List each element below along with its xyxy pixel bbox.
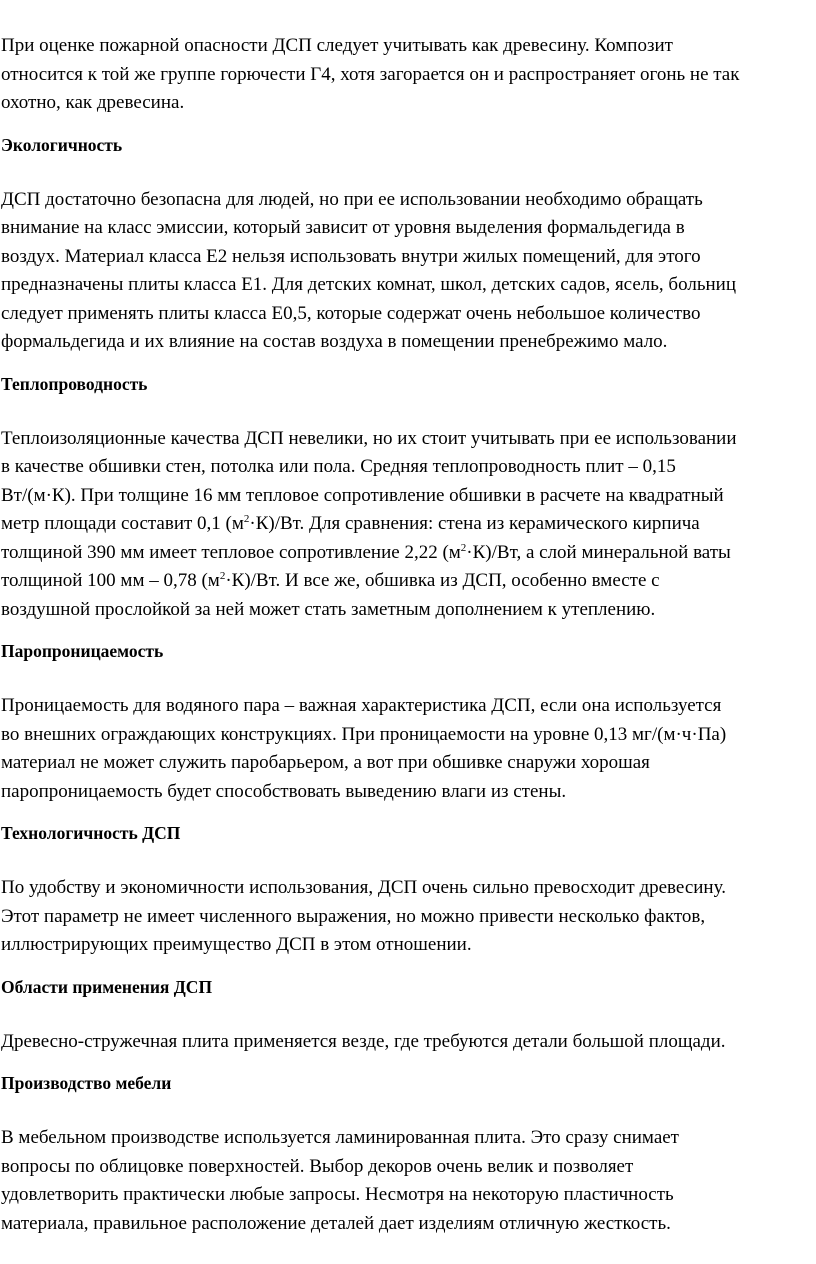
section-heading-vapor: Паропроницаемость bbox=[1, 641, 164, 661]
section-text-furniture: В мебельном производстве используется ламинированная плита. Это сразу снимает вопросы по облицовке поверхностей. Выбор декоров очень велик и позволяет удовлетворить практически любые запросы. Несмотря на некоторую пластичность материала, правильное расположение деталей дает изделиям отличную жесткость. bbox=[1, 1127, 679, 1234]
superscript-2: 2 bbox=[243, 513, 250, 525]
thermal-line: ·К)/Вт. И все же, обшивка из ДСП, особенно вместе с bbox=[225, 570, 660, 591]
section-heading-furniture: Производство мебели bbox=[1, 1073, 172, 1093]
section-text-manufacturability: По удобству и экономичности использования, ДСП очень сильно превосходит древесину. Этот параметр не имеет численного выражения, но можно привести несколько фактов, иллюстрирующих преимущество ДСП в этом отношении. bbox=[1, 877, 726, 955]
thermal-line: Вт/(м·К). При толщине 16 мм тепловое сопротивление обшивки в расчете на квадратный bbox=[1, 484, 724, 506]
section-heading-manufacturability: Технологичность ДСП bbox=[1, 823, 181, 843]
thermal-line: ·К)/Вт, а слой минеральной ваты bbox=[466, 541, 731, 563]
superscript-2: 2 bbox=[460, 541, 467, 554]
section-text-ecology: ДСП достаточно безопасна для людей, но при ее использовании необходимо обращать внимание на класс эмиссии, который зависит от уровня выделения формальдегида в воздух. Материал класса Е2 нельзя использовать внутри жилых помещений, для этого предназначены плиты класса Е1. Для детских комнат, школ, детских садов, ясель, больниц следует применять плиты класса Е0,5, которые содержат очень небольшое количество формальдегида и их влияние на состав воздуха в помещении пренебрежимо мало. bbox=[1, 188, 736, 352]
thermal-line: метр площади составит 0,1 (м bbox=[1, 513, 244, 534]
thermal-line: Теплоизоляционные качества ДСП невелики, но их стоит учитывать при ее использовании bbox=[1, 427, 737, 449]
section-heading-applications: Области применения ДСП bbox=[1, 976, 213, 997]
section-text-vapor: Проницаемость для водяного пара – важная характеристика ДСП, если она используется во внешних ограждающих конструкциях. При проницаемости на уровне 0,13 мг/(м·ч·Па) материал не может служить паробарьером, а вот при обшивке снаружи хорошая паропроницаемость будет способствовать выведению влаги из стены. bbox=[1, 695, 727, 802]
section-text-applications: Древесно-стружечная плита применяется везде, где требуются детали большой площади. bbox=[1, 1030, 726, 1052]
section-heading-ecology: Экологичность bbox=[1, 134, 123, 155]
thermal-line: воздушной прослойкой за ней может стать заметным дополнением к утеплению. bbox=[1, 598, 656, 620]
thermal-line: толщиной 100 мм – 0,78 (м bbox=[1, 570, 220, 591]
section-text-thermal bbox=[1, 425, 816, 625]
thermal-line: ·К)/Вт. Для сравнения: стена из керамического кирпича bbox=[249, 513, 700, 534]
section-heading-thermal: Теплопроводность bbox=[1, 373, 148, 394]
thermal-line: толщиной 390 мм имеет тепловое сопротивление 2,22 (м bbox=[1, 541, 461, 563]
intro-paragraph: При оценке пожарной опасности ДСП следует учитывать как древесину. Композит относится к той же группе горючести Г4, хотя загорается он и распространяет огонь не так охотно, как древесина. bbox=[1, 35, 740, 113]
thermal-line: в качестве обшивки стен, потолка или пола. Средняя теплопроводность плит – 0,15 bbox=[1, 456, 676, 477]
superscript-2: 2 bbox=[219, 570, 226, 582]
